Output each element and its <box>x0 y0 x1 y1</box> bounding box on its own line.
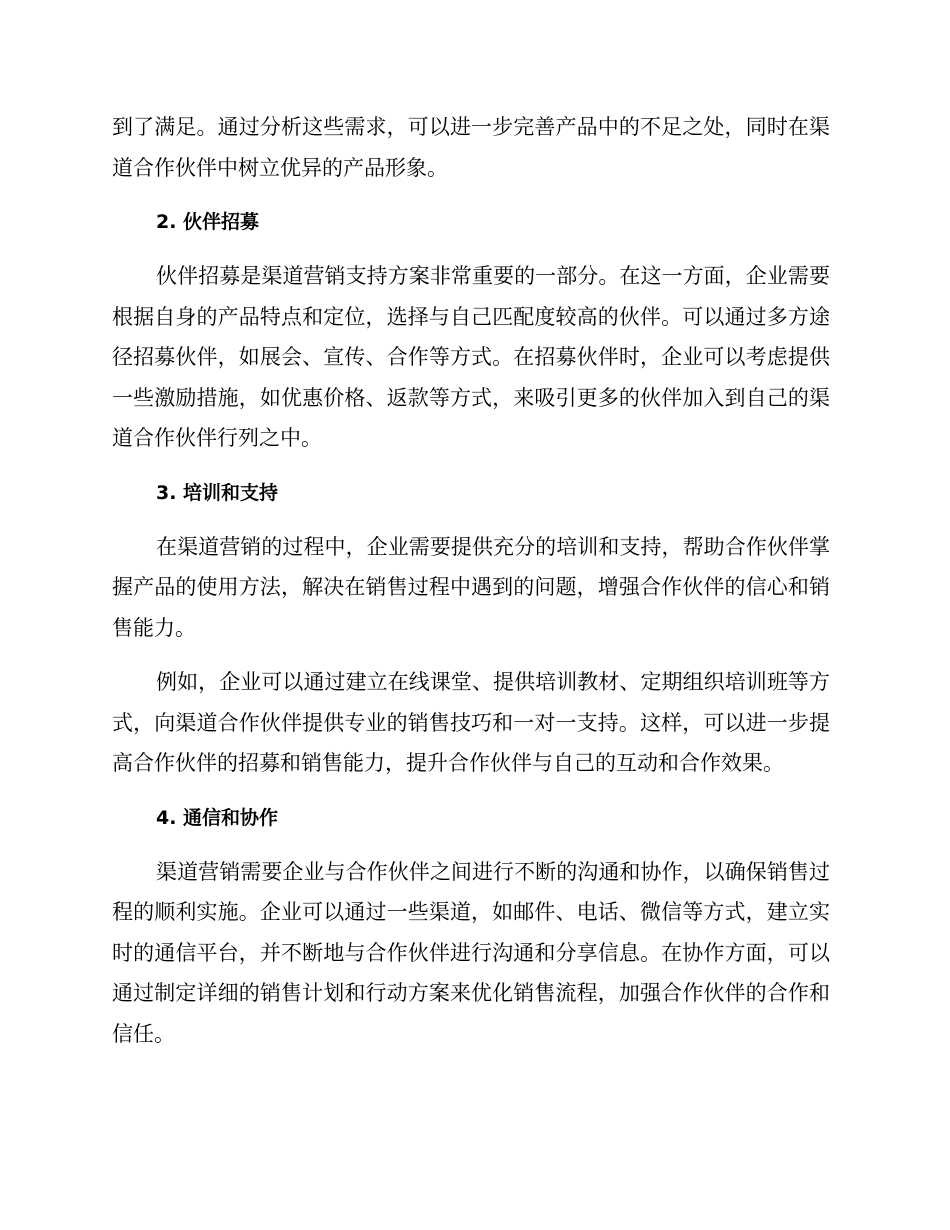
intro-paragraph: 到了满足。通过分析这些需求，可以进一步完善产品中的不足之处，同时在渠道合作伙伴中树立优异的产品形象。 <box>112 115 830 180</box>
section-heading-partner-recruitment: 2. 伙伴招募 <box>156 211 260 233</box>
partner-recruitment-paragraph: 伙伴招募是渠道营销支持方案非常重要的一部分。在这一方面，企业需要根据自身的产品特点和定位，选择与自己匹配度较高的伙伴。可以通过多方途径招募伙伴，如展会、宣传、合作等方式。在招募伙伴时，企业可以考虑提供一些激励措施，如优惠价格、返款等方式，来吸引更多的伙伴加入到自己的渠道合作伙伴行列之中。 <box>112 264 830 450</box>
communication-collaboration-paragraph: 渠道营销需要企业与合作伙伴之间进行不断的沟通和协作，以确保销售过程的顺利实施。企业可以通过一些渠道，如邮件、电话、微信等方式，建立实时的通信平台，并不断地与合作伙伴进行沟通和分享信息。在协作方面，可以通过制定详细的销售计划和行动方案来优化销售流程，加强合作伙伴的合作和信任。 <box>112 859 830 1046</box>
section-heading-communication-collaboration: 4. 通信和协作 <box>156 806 279 829</box>
training-support-paragraph-2: 例如，企业可以通过建立在线课堂、提供培训教材、定期组织培训班等方式，向渠道合作伙伴提供专业的销售技巧和一对一支持。这样，可以进一步提高合作伙伴的招募和销售能力，提升合作伙伴与自己的互动和合作效果。 <box>112 670 830 775</box>
section-heading-training-support: 3. 培训和支持 <box>156 481 279 504</box>
training-support-paragraph-1: 在渠道营销的过程中，企业需要提供充分的培训和支持，帮助合作伙伴掌握产品的使用方法，解决在销售过程中遇到的问题，增强合作伙伴的信心和销售能力。 <box>112 534 830 640</box>
document-page <box>112 107 830 1054</box>
